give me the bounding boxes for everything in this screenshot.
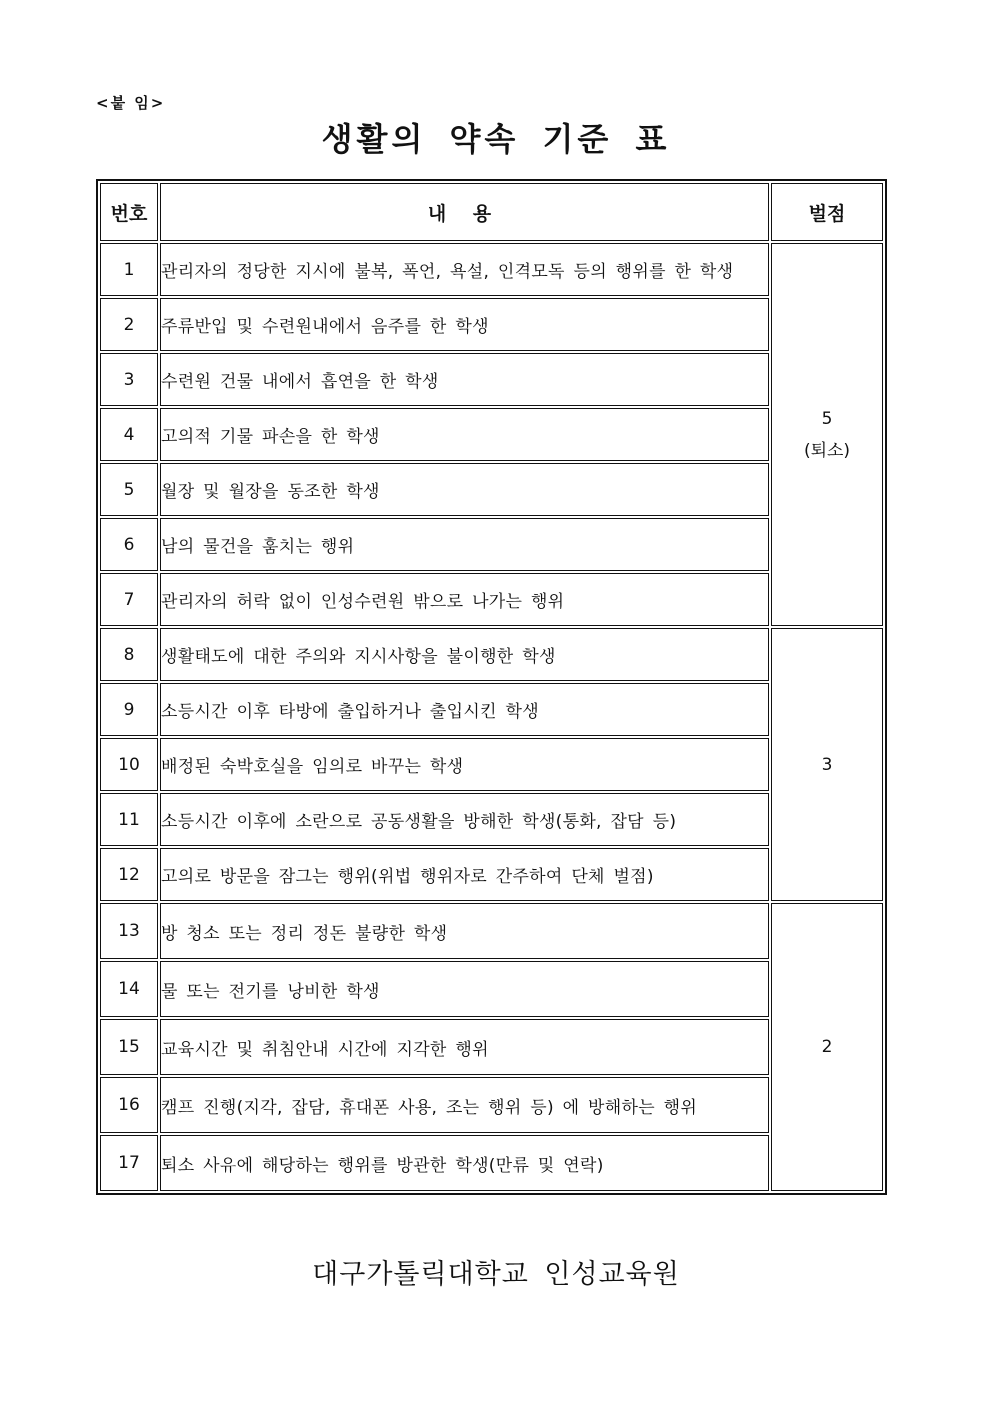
row-content: 남의 물건을 훔치는 행위	[160, 518, 769, 571]
penalty-value: 3	[821, 754, 833, 775]
penalty-value: 5	[821, 408, 833, 429]
row-number: 12	[100, 848, 158, 901]
row-content: 고의적 기물 파손을 한 학생	[160, 408, 769, 461]
table-row	[100, 738, 883, 791]
table-header-row	[100, 183, 883, 241]
table-row	[100, 518, 883, 571]
row-number: 3	[100, 353, 158, 406]
row-content: 수련원 건물 내에서 흡연을 한 학생	[160, 353, 769, 406]
row-content: 소등시간 이후에 소란으로 공동생활을 방해한 학생(통화, 잡담 등)	[160, 793, 769, 846]
table-row	[100, 683, 883, 736]
row-content: 관리자의 허락 없이 인성수련원 밖으로 나가는 행위	[160, 573, 769, 626]
row-number: 15	[100, 1019, 158, 1075]
row-number: 5	[100, 463, 158, 516]
row-content: 물 또는 전기를 낭비한 학생	[160, 961, 769, 1017]
penalty-group-3	[771, 628, 883, 901]
row-number: 11	[100, 793, 158, 846]
attachment-label: <붙 임>	[96, 94, 166, 112]
penalty-group-2	[771, 903, 883, 1191]
header-content: 내 용	[160, 183, 769, 241]
row-number: 7	[100, 573, 158, 626]
row-content: 교육시간 및 취침안내 시간에 지각한 행위	[160, 1019, 769, 1075]
row-content: 관리자의 정당한 지시에 불복, 폭언, 욕설, 인격모독 등의 행위를 한 학생	[160, 243, 769, 296]
table-row	[100, 243, 883, 296]
header-penalty: 벌점	[771, 183, 883, 241]
row-number: 1	[100, 243, 158, 296]
table-row	[100, 903, 883, 959]
row-content: 캠프 진행(지각, 잡담, 휴대폰 사용, 조는 행위 등) 에 방해하는 행위	[160, 1077, 769, 1133]
row-number: 4	[100, 408, 158, 461]
row-content: 배정된 숙박호실을 임의로 바꾸는 학생	[160, 738, 769, 791]
table-row	[100, 463, 883, 516]
table-row	[100, 628, 883, 681]
table-row	[100, 961, 883, 1017]
row-number: 8	[100, 628, 158, 681]
row-content: 고의로 방문을 잠그는 행위(위법 행위자로 간주하여 단체 벌점)	[160, 848, 769, 901]
table-row	[100, 573, 883, 626]
row-number: 14	[100, 961, 158, 1017]
penalty-value: 2	[821, 1037, 833, 1057]
row-content: 소등시간 이후 타방에 출입하거나 출입시킨 학생	[160, 683, 769, 736]
row-content: 주류반입 및 수련원내에서 음주를 한 학생	[160, 298, 769, 351]
row-number: 17	[100, 1135, 158, 1191]
table-row	[100, 353, 883, 406]
table-row	[100, 793, 883, 846]
penalty-note: (퇴소)	[803, 440, 851, 461]
penalty-group-expulsion	[771, 243, 883, 626]
document-title: 생활의 약속 기준 표	[321, 120, 671, 158]
row-content: 생활태도에 대한 주의와 지시사항을 불이행한 학생	[160, 628, 769, 681]
row-number: 6	[100, 518, 158, 571]
table-row	[100, 1135, 883, 1191]
table-row	[100, 408, 883, 461]
row-content: 월장 및 월장을 동조한 학생	[160, 463, 769, 516]
row-number: 16	[100, 1077, 158, 1133]
row-number: 2	[100, 298, 158, 351]
institution-name: 대구가톨릭대학교 인성교육원	[312, 1259, 680, 1290]
row-content: 방 청소 또는 정리 정돈 불량한 학생	[160, 903, 769, 959]
table-row	[100, 848, 883, 901]
row-number: 9	[100, 683, 158, 736]
rules-table	[96, 179, 887, 1195]
row-number: 10	[100, 738, 158, 791]
row-number: 13	[100, 903, 158, 959]
table-row	[100, 1077, 883, 1133]
header-number: 번호	[100, 183, 158, 241]
table-row	[100, 298, 883, 351]
row-content: 퇴소 사유에 해당하는 행위를 방관한 학생(만류 및 연락)	[160, 1135, 769, 1191]
table-row	[100, 1019, 883, 1075]
